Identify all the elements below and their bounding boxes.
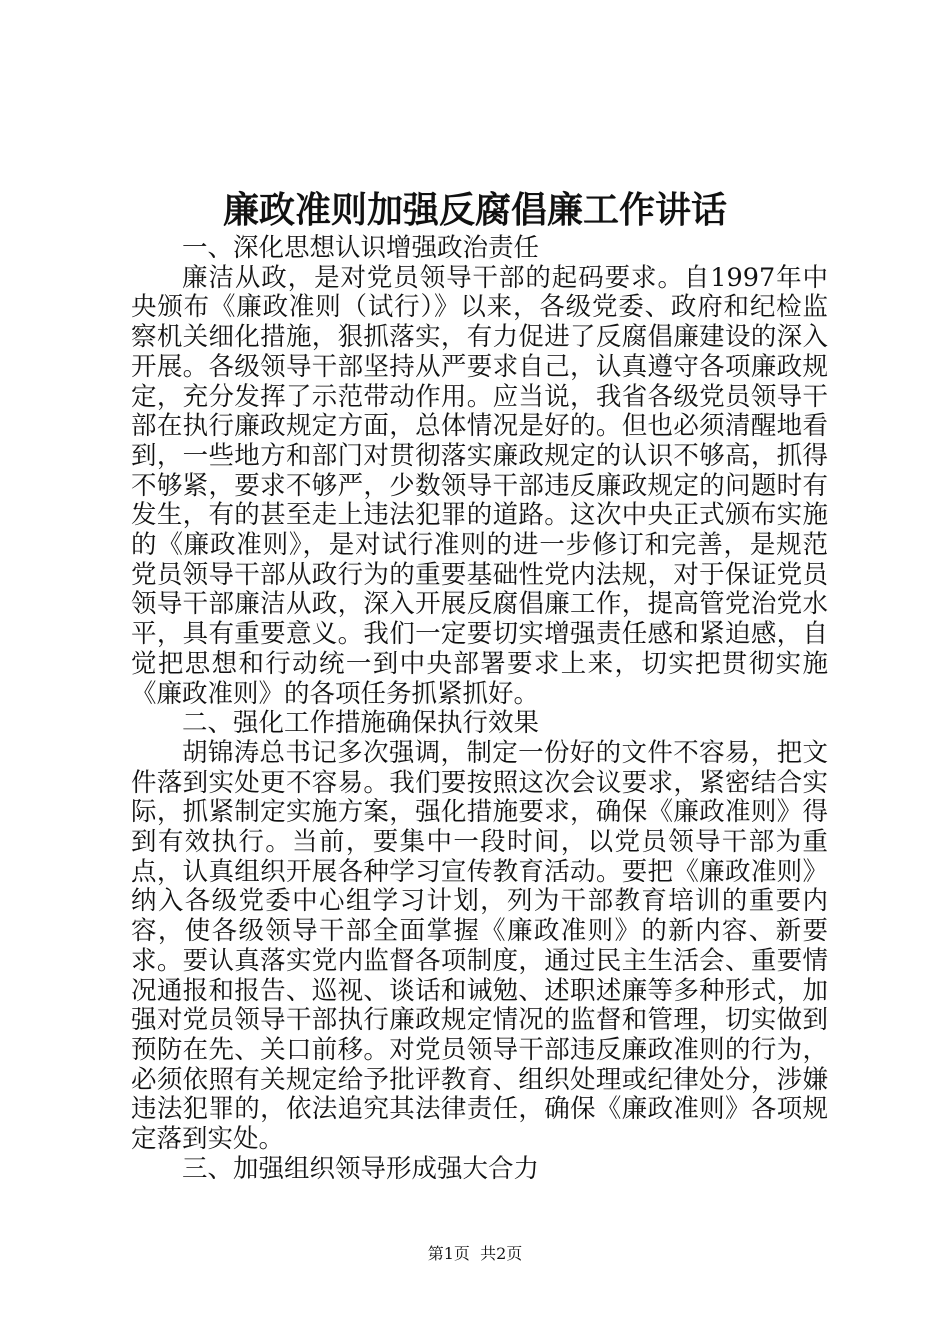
section-paragraph-1: 廉洁从政，是对党员领导干部的起码要求。自1997年中央颁布《廉政准则（试行）》以来，各级党委、政府和纪检监察机关细化措施，狠抓落实，有力促进了反腐倡廉建设的深入开展。各级领导干部坚持从严要求自己，认真遵守各项廉政规定，充分发挥了示范带动作用。应当说，我省各级党员领导干部在执行廉政规定方面，总体情况是好的。但也必须清醒地看到，一些地方和部门对贯彻落实廉政规定的认识不够高，抓得不够紧，要求不够严，少数领导干部违反廉政规定的问题时有发生，有的甚至走上违法犯罪的道路。这次中央正式颁布实施的《廉政准则》，是对试行准则的进一步修订和完善，是规范党员领导干部从政行为的重要基础性党内法规，对于保证党员领导干部廉洁从政，深入开展反腐倡廉工作，提高管党治党水平，具有重要意义。我们一定要切实增强责任感和紧迫感，自觉把思想和行动统一到中央部署要求上来，切实把贯彻实施《廉政准则》的各项任务抓紧抓好。 [131, 262, 828, 709]
page-number: 第1页 [427, 1244, 470, 1263]
section-heading-1: 一、深化思想认识增强政治责任 [182, 233, 540, 263]
footer-spacer [470, 1244, 480, 1263]
section-paragraph-2: 胡锦涛总书记多次强调，制定一份好的文件不容易，把文件落到实处更不容易。我们要按照这次会议要求，紧密结合实际，抓紧制定实施方案，强化措施要求，确保《廉政准则》得到有效执行。当前，要集中一段时间，以党员领导干部为重点，认真组织开展各种学习宣传教育活动。要把《廉政准则》纳入各级党委中心组学习计划，列为干部教育培训的重要内容，使各级领导干部全面掌握《廉政准则》的新内容、新要求。要认真落实党内监督各项制度，通过民主生活会、重要情况通报和报告、巡视、谈话和诫勉、述职述廉等多种形式，加强对党员领导干部执行廉政规定情况的监督和管理，切实做到预防在先、关口前移。对党员领导干部违反廉政准则的行为，必须依照有关规定给予批评教育、组织处理或纪律处分，涉嫌违法犯罪的，依法追究其法律责任，确保《廉政准则》各项规定落到实处。 [131, 737, 828, 1155]
document-body [131, 234, 828, 1185]
page-footer [0, 1244, 950, 1264]
section-heading-3: 三、加强组织领导形成强大合力 [182, 1153, 540, 1184]
page-total: 共2页 [480, 1244, 523, 1263]
section-heading-2: 二、强化工作措施确保执行效果 [182, 708, 540, 739]
document-title: 廉政准则加强反腐倡廉工作讲话 [222, 189, 727, 231]
